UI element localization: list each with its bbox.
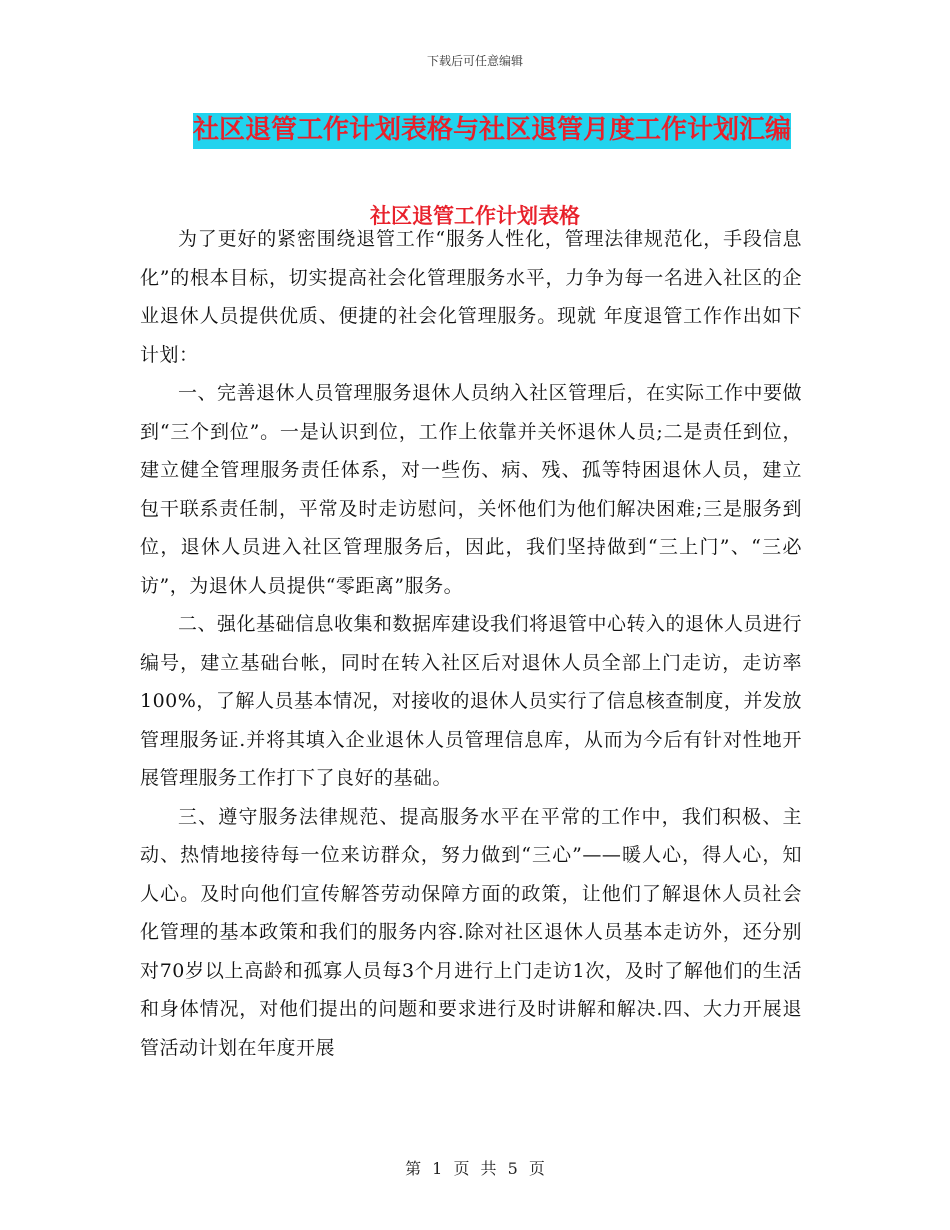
document-main-title	[193, 110, 791, 150]
main-title-highlight: 社区退管工作计划表格与社区退管月度工作计划汇编	[193, 113, 791, 149]
paragraph-2: 二、强化基础信息收集和数据库建设我们将退管中心转入的退休人员进行编号，建立基础台帐，同时在转入社区后对退休人员全部上门走访，走访率100%，了解人员基本情况，对接收的退休人员实行了信息核查制度，并发放管理服务证.并将其填入企业退休人员管理信息库，从而为今后有针对性地开展管理服务工作打下了良好的基础。	[140, 613, 803, 789]
paragraph-intro: 为了更好的紧密围绕退管工作“服务人性化，管理法律规范化，手段信息化”的根本目标，切实提高社会化管理服务水平，力争为每一名进入社区的企业退休人员提供优质、便捷的社会化管理服务。现就 年度退管工作作出如下计划：	[140, 228, 802, 366]
page-footer: 第 1 页 共 5 页	[405, 1159, 545, 1178]
paragraph-1: 一、完善退休人员管理服务退休人员纳入社区管理后，在实际工作中要做到“三个到位”。一是认识到位，工作上依靠并关怀退休人员;二是责任到位，建立健全管理服务责任体系，对一些伤、病、残、孤等特困退休人员，建立包干联系责任制，平常及时走访慰问，关怀他们为他们解决困难;三是服务到位，退休人员进入社区管理服务后，因此，我们坚持做到“三上门”、“三必访”，为退休人员提供“零距离”服务。	[140, 382, 803, 597]
section-title: 社区退管工作计划表格	[370, 204, 580, 228]
page-header-note: 下载后可任意编辑	[426, 54, 523, 68]
paragraph-3: 三、遵守服务法律规范、提高服务水平在平常的工作中，我们积极、主动、热情地接待每一位来访群众，努力做到“三心”——暖人心，得人心，知人心。及时向他们宣传解答劳动保障方面的政策，让他们了解退休人员社会化管理的基本政策和我们的服务内容.除对社区退休人员基本走访外，还分别对70岁以上高龄和孤寡人员每3个月进行上门走访1次，及时了解他们的生活和身体情况，对他们提出的问题和要求进行及时讲解和解决.四、大力开展退管活动计划在年度开展	[140, 805, 802, 1059]
document-body	[140, 220, 802, 1067]
